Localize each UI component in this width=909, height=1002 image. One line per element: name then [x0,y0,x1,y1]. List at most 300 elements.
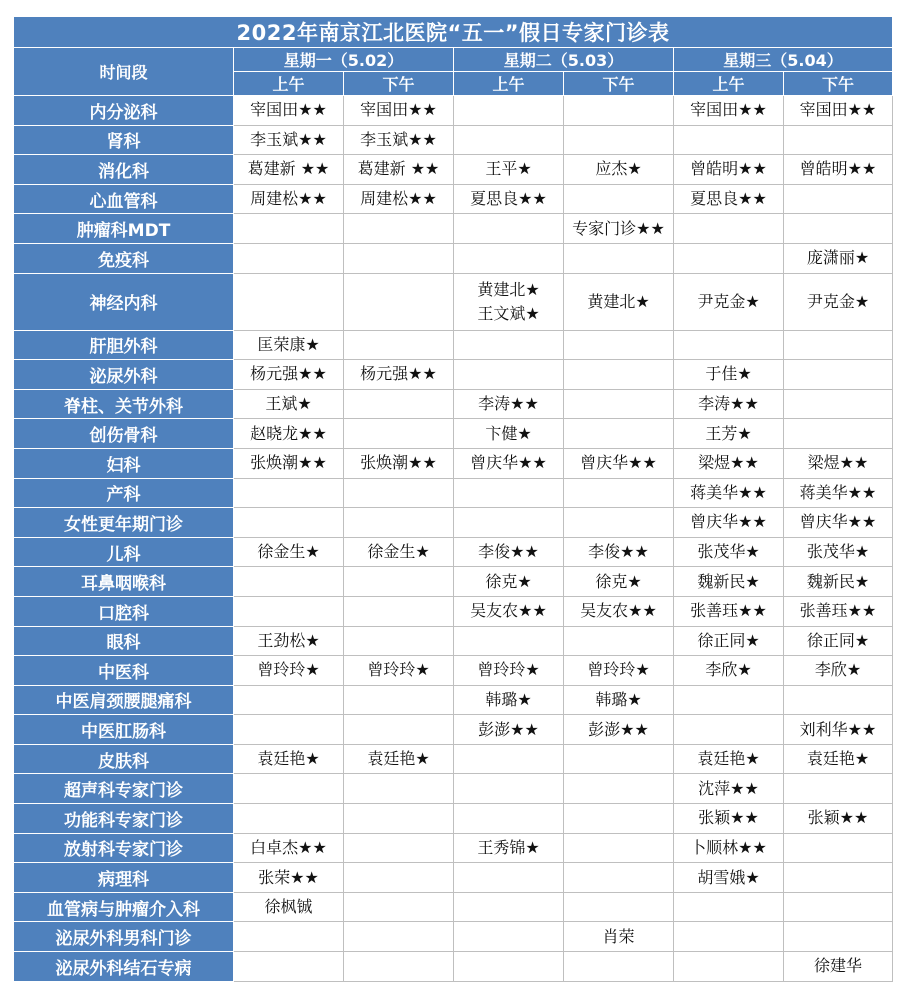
schedule-cell-wednesday-pm [784,508,893,538]
doctor-list [674,481,783,505]
schedule-cell-wednesday-pm [784,804,893,834]
schedule-cell-tuesday-am [454,567,564,597]
doctor-name: 徐克★ [595,571,642,591]
doctor-name: 徐克★ [485,571,532,591]
table-row [14,448,893,478]
department-name: 耳鼻咽喉科 [14,567,234,597]
schedule-cell-wednesday-am [674,685,784,715]
schedule-cell-wednesday-pm [784,419,893,449]
doctor-name: 张颖★★ [698,808,759,828]
doctor-list [234,128,343,152]
department-name: 血管病与肿瘤介入科 [14,892,234,922]
doctor-name: 曾玲玲★ [587,660,650,680]
doctor-name: 匡荣康★ [257,334,320,354]
schedule-cell-wednesday-am [674,952,784,982]
schedule-sheet [13,16,892,982]
schedule-cell-wednesday-am [674,243,784,273]
department-name: 泌尿外科 [14,360,234,390]
schedule-cell-monday-am [234,419,344,449]
schedule-cell-monday-pm [344,863,454,893]
doctor-list [674,187,783,211]
schedule-cell-wednesday-pm [784,155,893,185]
schedule-cell-tuesday-am [454,892,564,922]
schedule-cell-monday-pm [344,273,454,330]
doctor-name: 李俊★★ [478,542,539,562]
schedule-cell-monday-am [234,922,344,952]
schedule-cell-monday-pm [344,567,454,597]
schedule-cell-tuesday-pm [564,214,674,244]
doctor-name: 张茂华★ [697,542,760,562]
schedule-cell-tuesday-pm [564,685,674,715]
doctor-list [454,422,563,446]
schedule-cell-wednesday-am [674,419,784,449]
doctor-name: 袁廷艳★ [257,749,320,769]
schedule-cell-tuesday-am [454,155,564,185]
schedule-cell-tuesday-am [454,626,564,656]
monday-am-header: 上午 [234,72,344,96]
doctor-list [674,98,783,122]
department-name: 神经内科 [14,273,234,330]
schedule-cell-monday-pm [344,685,454,715]
schedule-cell-wednesday-pm [784,656,893,686]
schedule-cell-monday-am [234,125,344,155]
schedule-cell-wednesday-am [674,360,784,390]
schedule-cell-monday-pm [344,537,454,567]
tuesday-pm-header: 下午 [564,72,674,96]
doctor-list [784,629,892,653]
schedule-cell-wednesday-pm [784,833,893,863]
doctor-list [344,98,453,122]
table-row [14,125,893,155]
doctor-name: 曾皓明★★ [799,159,877,179]
doctor-list [784,98,892,122]
table-row [14,952,893,982]
department-name: 中医肛肠科 [14,715,234,745]
doctor-name: 李涛★★ [478,394,539,414]
doctor-list [234,333,343,357]
schedule-cell-monday-pm [344,184,454,214]
schedule-cell-wednesday-pm [784,360,893,390]
schedule-cell-monday-am [234,774,344,804]
doctor-list [784,451,892,475]
table-row [14,243,893,273]
department-name: 创伤骨科 [14,419,234,449]
doctor-list [234,362,343,386]
doctor-name: 尹克金★ [806,291,870,311]
schedule-cell-tuesday-pm [564,715,674,745]
doctor-list [234,836,343,860]
schedule-cell-wednesday-am [674,273,784,330]
doctor-list [674,362,783,386]
doctor-name: 专家门诊★★ [572,218,665,238]
doctor-name: 曾庆华★★ [799,512,877,532]
schedule-cell-wednesday-am [674,537,784,567]
day-header-monday: 星期一（5.02） [234,48,454,72]
doctor-list [234,187,343,211]
schedule-cell-monday-pm [344,656,454,686]
doctor-list [674,540,783,564]
doctor-name: 宰国田★★ [690,100,767,120]
schedule-cell-wednesday-pm [784,892,893,922]
table-row [14,715,893,745]
schedule-cell-monday-am [234,715,344,745]
schedule-cell-monday-am [234,892,344,922]
doctor-list [344,540,453,564]
doctor-list [674,599,783,623]
doctor-list [454,187,563,211]
schedule-cell-wednesday-pm [784,214,893,244]
doctor-name: 黄建北★ [477,279,540,299]
doctor-name: 曾庆华★★ [470,453,547,473]
doctor-list [454,599,563,623]
doctor-name: 魏新民★ [806,571,870,591]
doctor-name: 张茂华★ [806,542,870,562]
schedule-cell-tuesday-pm [564,330,674,360]
schedule-cell-tuesday-am [454,214,564,244]
schedule-cell-wednesday-am [674,448,784,478]
doctor-list [784,747,892,771]
schedule-cell-monday-pm [344,125,454,155]
schedule-cell-tuesday-am [454,419,564,449]
doctor-name: 魏新民★ [697,571,760,591]
doctor-list [234,658,343,682]
doctor-list [784,570,892,594]
doctor-list [234,98,343,122]
schedule-cell-monday-am [234,804,344,834]
schedule-cell-wednesday-pm [784,626,893,656]
schedule-cell-tuesday-pm [564,863,674,893]
schedule-cell-tuesday-am [454,656,564,686]
schedule-cell-tuesday-pm [564,155,674,185]
schedule-cell-tuesday-pm [564,448,674,478]
schedule-cell-monday-am [234,360,344,390]
schedule-cell-wednesday-am [674,892,784,922]
doctor-name: 彭澎★★ [588,719,649,739]
schedule-cell-tuesday-pm [564,922,674,952]
doctor-list [344,747,453,771]
table-row [14,833,893,863]
doctor-list [784,718,892,742]
doctor-name: 黄建北★ [587,291,650,311]
schedule-cell-monday-am [234,155,344,185]
doctor-list [344,658,453,682]
doctor-name: 周建松★★ [250,189,327,209]
schedule-cell-tuesday-am [454,184,564,214]
department-name: 产科 [14,478,234,508]
table-row [14,96,893,126]
doctor-list [234,157,343,181]
doctor-list [564,540,673,564]
doctor-list [784,246,892,270]
schedule-cell-tuesday-pm [564,184,674,214]
schedule-cell-monday-pm [344,419,454,449]
schedule-cell-monday-pm [344,243,454,273]
doctor-name: 彭澎★★ [478,719,539,739]
doctor-list [564,925,673,949]
doctor-list [344,187,453,211]
table-row [14,184,893,214]
schedule-cell-monday-pm [344,892,454,922]
doctor-name: 徐正同★ [806,630,870,650]
schedule-cell-wednesday-am [674,125,784,155]
doctor-name: 张颖★★ [807,808,869,828]
department-name: 功能科专家门诊 [14,804,234,834]
doctor-list [674,629,783,653]
doctor-name: 于佳★ [705,364,752,384]
doctor-list [784,599,892,623]
doctor-name: 王芳★ [705,423,752,443]
tuesday-am-header: 上午 [454,72,564,96]
schedule-cell-wednesday-pm [784,715,893,745]
schedule-cell-wednesday-am [674,744,784,774]
schedule-table [13,16,893,982]
doctor-list [674,451,783,475]
doctor-list [344,451,453,475]
doctor-list [674,658,783,682]
day-header-wednesday: 星期三（5.04） [674,48,893,72]
table-row [14,478,893,508]
doctor-list [674,866,783,890]
doctor-name: 李玉斌★★ [250,129,327,149]
table-row [14,389,893,419]
doctor-name: 赵晓龙★★ [250,423,327,443]
schedule-cell-monday-pm [344,360,454,390]
doctor-name: 王劲松★ [257,630,320,650]
doctor-list [564,157,673,181]
schedule-cell-tuesday-am [454,774,564,804]
time-period-label: 时间段 [14,48,234,96]
doctor-list [674,570,783,594]
doctor-list [454,658,563,682]
doctor-name: 应杰★ [595,159,642,179]
schedule-cell-monday-am [234,537,344,567]
table-row [14,685,893,715]
schedule-cell-tuesday-am [454,715,564,745]
schedule-cell-wednesday-am [674,508,784,538]
table-row [14,892,893,922]
department-name: 女性更年期门诊 [14,508,234,538]
wednesday-pm-header: 下午 [784,72,893,96]
doctor-name: 张焕潮★★ [250,453,327,473]
schedule-cell-monday-am [234,744,344,774]
wednesday-am-header: 上午 [674,72,784,96]
schedule-cell-tuesday-pm [564,360,674,390]
schedule-cell-wednesday-pm [784,184,893,214]
doctor-name: 徐正同★ [697,630,760,650]
schedule-cell-monday-am [234,656,344,686]
doctor-list [454,718,563,742]
schedule-cell-wednesday-am [674,863,784,893]
department-name: 脊柱、关节外科 [14,389,234,419]
doctor-list [234,451,343,475]
schedule-cell-tuesday-pm [564,125,674,155]
doctor-list [234,866,343,890]
table-row [14,922,893,952]
schedule-cell-tuesday-am [454,330,564,360]
doctor-list [234,422,343,446]
schedule-cell-wednesday-pm [784,273,893,330]
schedule-cell-wednesday-pm [784,863,893,893]
table-header [14,17,893,96]
schedule-cell-wednesday-am [674,330,784,360]
doctor-name: 徐金生★ [257,542,320,562]
department-name: 妇科 [14,448,234,478]
doctor-name: 胡雪娥★ [697,867,760,887]
schedule-cell-monday-pm [344,478,454,508]
schedule-cell-wednesday-pm [784,125,893,155]
schedule-cell-tuesday-am [454,833,564,863]
doctor-list [564,688,673,712]
doctor-name: 庞潇丽★ [806,248,870,268]
schedule-cell-tuesday-pm [564,744,674,774]
schedule-cell-tuesday-pm [564,833,674,863]
schedule-cell-wednesday-pm [784,774,893,804]
schedule-cell-monday-pm [344,330,454,360]
day-header-tuesday: 星期二（5.03） [454,48,674,72]
doctor-name: 宰国田★★ [250,100,327,120]
doctor-name: 沈萍★★ [698,778,759,798]
doctor-list [234,540,343,564]
doctor-name: 梁煜★★ [698,453,759,473]
schedule-cell-wednesday-am [674,804,784,834]
doctor-list [564,658,673,682]
department-name: 免疫科 [14,243,234,273]
schedule-cell-monday-pm [344,508,454,538]
schedule-cell-wednesday-pm [784,243,893,273]
schedule-cell-tuesday-pm [564,952,674,982]
doctor-list [454,688,563,712]
schedule-cell-tuesday-pm [564,478,674,508]
doctor-name: 杨元强★★ [360,364,437,384]
doctor-list [784,481,892,505]
schedule-cell-wednesday-pm [784,96,893,126]
schedule-cell-wednesday-pm [784,448,893,478]
schedule-cell-wednesday-am [674,567,784,597]
schedule-cell-monday-am [234,214,344,244]
department-name: 消化科 [14,155,234,185]
doctor-list [564,217,673,241]
doctor-name: 葛建新 ★★ [357,159,440,179]
doctor-list [674,157,783,181]
doctor-list [454,451,563,475]
doctor-list [454,278,563,326]
doctor-name: 王秀锦★ [477,837,540,857]
schedule-cell-tuesday-am [454,508,564,538]
schedule-cell-monday-pm [344,774,454,804]
doctor-name: 徐建华 [814,956,863,976]
doctor-name: 卞健★ [485,423,532,443]
schedule-cell-tuesday-pm [564,596,674,626]
doctor-name: 李涛★★ [698,394,759,414]
doctor-list [454,392,563,416]
schedule-cell-monday-pm [344,952,454,982]
table-row [14,804,893,834]
schedule-cell-tuesday-am [454,389,564,419]
doctor-name: 周建松★★ [360,189,437,209]
schedule-cell-monday-pm [344,448,454,478]
schedule-cell-tuesday-am [454,478,564,508]
doctor-name: 尹克金★ [697,291,760,311]
schedule-cell-monday-am [234,184,344,214]
doctor-list [784,954,892,978]
schedule-cell-wednesday-pm [784,744,893,774]
schedule-cell-tuesday-am [454,744,564,774]
department-name: 内分泌科 [14,96,234,126]
doctor-list [564,570,673,594]
doctor-name: 曾庆华★★ [690,512,767,532]
schedule-cell-tuesday-pm [564,508,674,538]
doctor-name: 徐枫铖 [264,897,313,917]
doctor-name: 蒋美华★★ [799,482,877,502]
table-row [14,596,893,626]
schedule-cell-tuesday-pm [564,626,674,656]
schedule-cell-wednesday-pm [784,330,893,360]
doctor-name: 梁煜★★ [807,453,869,473]
table-row [14,155,893,185]
doctor-name: 韩璐★ [595,689,642,709]
schedule-cell-tuesday-am [454,360,564,390]
doctor-list [344,362,453,386]
schedule-cell-wednesday-am [674,774,784,804]
schedule-cell-tuesday-am [454,952,564,982]
schedule-cell-wednesday-pm [784,537,893,567]
schedule-cell-wednesday-pm [784,685,893,715]
doctor-list [784,806,892,830]
schedule-cell-monday-am [234,567,344,597]
schedule-cell-wednesday-am [674,184,784,214]
page-title: 2022年南京江北医院“五一”假日专家门诊表 [14,17,893,48]
doctor-list [564,718,673,742]
doctor-name: 夏思良★★ [690,189,767,209]
doctor-list [674,422,783,446]
table-body [14,96,893,982]
doctor-list [454,570,563,594]
doctor-name: 曾玲玲★ [257,660,320,680]
doctor-name: 曾玲玲★ [477,660,540,680]
table-row [14,214,893,244]
schedule-cell-tuesday-pm [564,774,674,804]
doctor-name: 曾皓明★★ [690,159,767,179]
schedule-cell-monday-am [234,952,344,982]
schedule-cell-wednesday-am [674,833,784,863]
schedule-cell-tuesday-pm [564,419,674,449]
schedule-cell-tuesday-am [454,863,564,893]
table-row [14,863,893,893]
monday-pm-header: 下午 [344,72,454,96]
doctor-name: 袁廷艳★ [697,749,760,769]
schedule-cell-tuesday-am [454,685,564,715]
doctor-list [674,510,783,534]
doctor-name: 张善珏★★ [799,601,877,621]
department-name: 皮肤科 [14,744,234,774]
schedule-cell-monday-pm [344,96,454,126]
table-row [14,656,893,686]
schedule-cell-tuesday-am [454,96,564,126]
schedule-cell-monday-pm [344,744,454,774]
doctor-name: 张荣★★ [258,867,319,887]
schedule-cell-tuesday-am [454,596,564,626]
department-name: 心血管科 [14,184,234,214]
department-name: 泌尿外科结石专病 [14,952,234,982]
schedule-cell-tuesday-am [454,125,564,155]
doctor-list [784,510,892,534]
schedule-cell-wednesday-am [674,214,784,244]
doctor-name: 曾玲玲★ [367,660,430,680]
doctor-name: 白卓杰★★ [250,837,327,857]
schedule-cell-wednesday-am [674,626,784,656]
doctor-name: 宰国田★★ [799,100,877,120]
schedule-cell-wednesday-am [674,715,784,745]
